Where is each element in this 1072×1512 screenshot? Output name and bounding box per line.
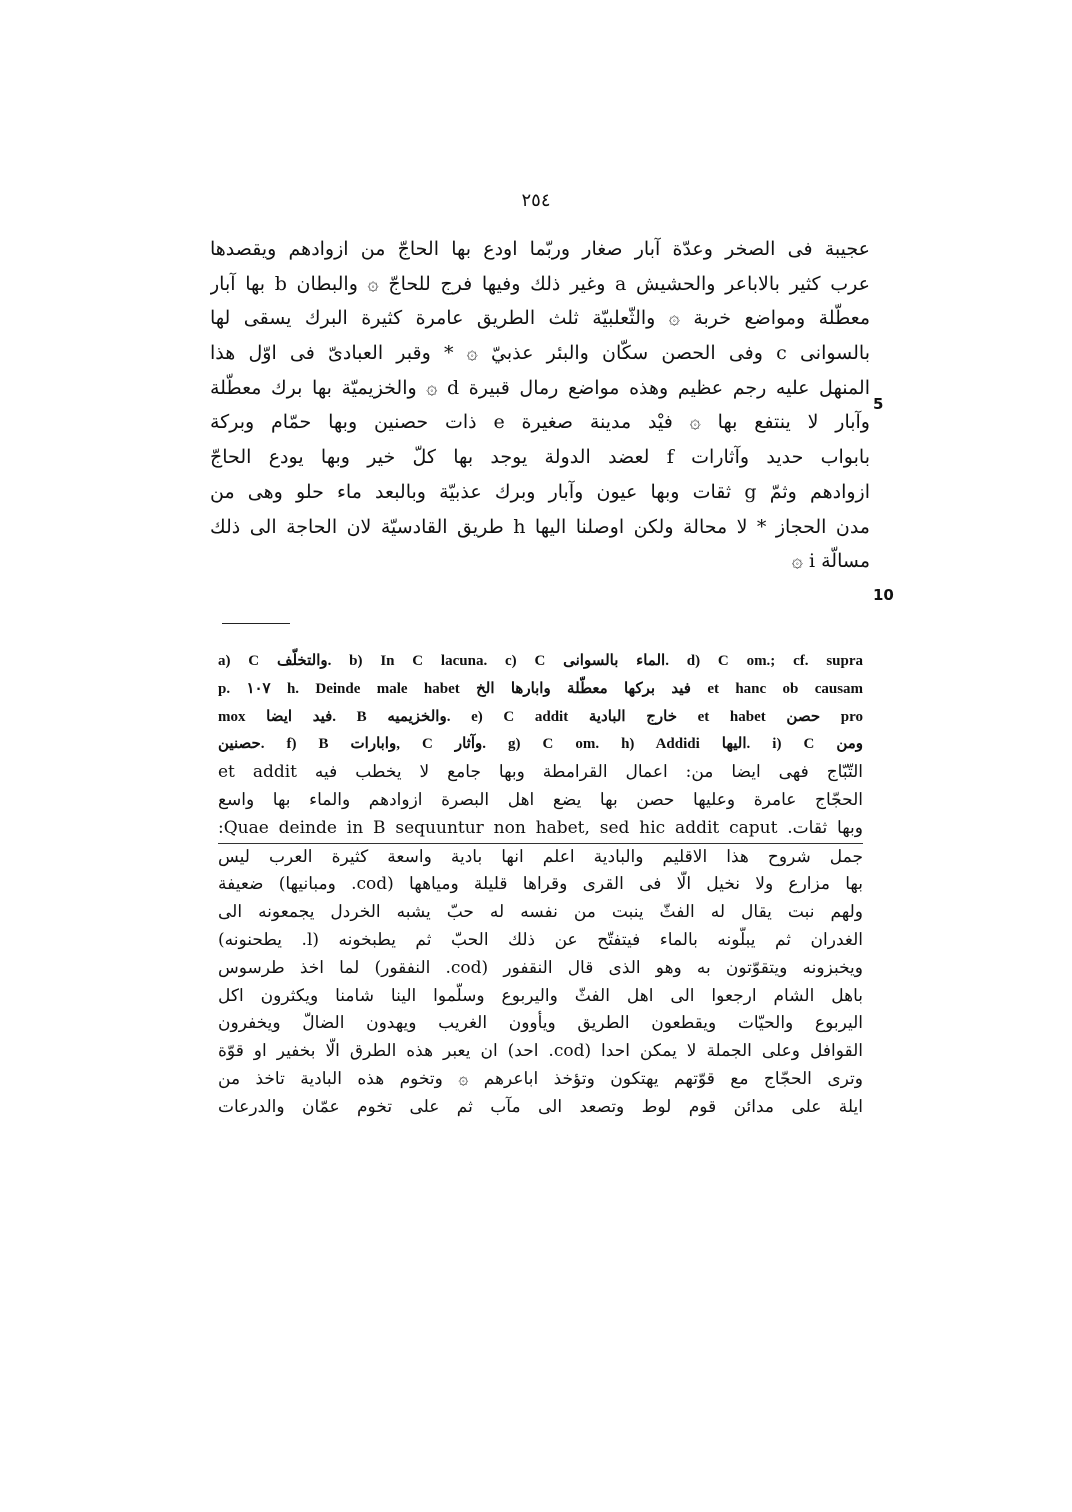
footnote-line: باهل الشام ارجعوا الى اهل الفثّ واليربوع وسلّموا الينا شامنا ويكثرون اكل [218,985,863,1006]
text-line: بالسوانى c وفى الحصن سكّان والبئر عذبيّ ۞ * وقبر العبادىّ فى اوّل هذا [210,342,870,365]
footnote-line: وترى الحجّاج مع قوّتهم يهتكون وتؤخذ اباعرهم ۞ وتخوم هذه البادية تاخذ من [218,1068,863,1089]
text-line: مدن الحجاز * لا محالة ولكن اوصلنا اليها h طريق القادسيّة لان الحاجة الى ذلك [210,515,870,538]
text-line: المنهل عليه رجم عظيم وهذه مواضع رمال قبيرة d ۞ والخزيميّة بها برك معطّلة [210,376,870,399]
footnote-separator [222,623,290,624]
footnote-line: الغدران ثم يبلّونه بالماء فيتفتّح عن ذلك الحبّ ثم يطبخونه (l. يطحنونه) [218,929,863,950]
footnote-line: a) C والتخلّف. b) In C lacuna. c) C الماء بالسوانى. d) C om.; cf. supra [218,653,863,669]
text-line: عجيبة فى الصخر وعدّة آبار صغار وربّما اودع بها الحاجّ من ازوادهم ويقصدها [210,238,870,260]
line-number-margin: 5 [873,395,884,413]
text-line: ازوادهم وثمّ g ثقات وبها عيون وآبار وبرك عذبيّة وبالبعد ماء حلو وهى من [210,480,870,503]
footnote-line: mox فيد ايضا. B والخزيميه. e) C addit خارج البادية et habet حصن pro [218,708,863,725]
footnote-line: ويخبزونه ويتقوّتون به وهو الذى قال النقفور (cod. النفقور) لما اخذ طرسوس [218,957,863,978]
page-number: ٢٥٤ [521,190,551,211]
footnote-line: ولهم نبت يقال له الفثّ ينبت من نفسه له حبّ يشبه الخردل يجمعونه الى [218,902,863,923]
footnote-line: جمل شروح هذا الاقليم والبادية اعلم انها بادية واسعة كثيرة العرب ليس [218,843,863,872]
footnote-line: p. ١٠٧ h. Deinde male habet فيد بركها معطّلة وابارها الخ et hanc ob causam [218,680,863,697]
footnote-line: وبها ثقات. Quae deinde in B sequuntur non habet, sed hic addit caput: [218,817,863,838]
text-line: معطّلة ومواضع خربة ۞ والثّعلبيّة ثلث الطريق عامرة كثيرة البرك يسقى لها [210,307,870,330]
footnote-line: حصنين. f) B وابارات, C وآثار. g) C om. h) Addidi اليها. i) C ومن [218,736,863,753]
text-line: عرب كثير بالاباعر والحشيش a وغير ذلك وفيها فرج للحاجّ ۞ والبطان b بها آبار [210,272,870,295]
line-number-margin: 10 [873,586,894,604]
footnote-line: الحجّاج عامرة وعليها حصن بها يضع اهل البصرة ازوادهم والماء بها واسع [218,789,863,810]
footnote-line: اليربوع والحيّات ويقطعون الطريق ويأوون الغريب ويهدون الضالّ ويخفرون [218,1013,863,1034]
footnote-line: ايلة على مدائن قوم لوط وتصعد الى مآب ثم على تخوم عمّان والدرعات [218,1096,863,1117]
main-text [210,232,870,579]
footnote-line: القوافل وعلى الجملة لا يمكن احدا (cod. احد) ان يعبر هذه الطرق الّا بخفير او قوّة [218,1041,863,1062]
text-line: وآبار لا ينتفع بها ۞ فيْد مدينة صغيرة e ذات حصنين وبها حمّام وبركة [210,411,870,434]
footnote-line: بها مزارع ولا نخيل الّا فى القرى وقراها قليلة ومياهها (cod. ومبانيها) ضعيفة [218,874,863,895]
text-line: مسالّة i ۞ [791,550,870,573]
footnote-line: التّبّاج فهى ايضا من: اعمال القرامطة وبها جامع لا يخطب فيه et addit [218,762,863,783]
text-line: بابواب حديد وآثارات f لعضد الدولة يوجد بها كلّ خير وبها يودع الحاجّ [210,446,870,469]
footnotes [218,648,863,1122]
